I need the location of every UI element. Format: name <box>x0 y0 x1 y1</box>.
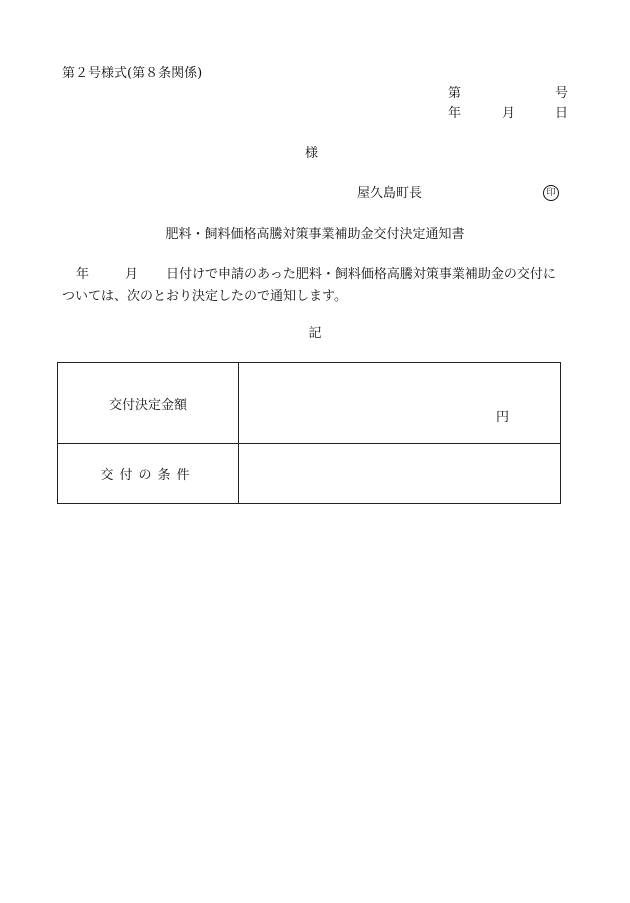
sender-name: 屋久島町長 <box>357 186 423 201</box>
document-number-prefix: 第 <box>448 86 462 101</box>
document-number-suffix: 号 <box>555 86 569 101</box>
body-text: 日付けで申請のあった肥料・飼料価格高騰対策事業補助金の交付については、次のとおり決定したので通知します。 <box>62 267 556 304</box>
body-year: 年 <box>76 267 90 282</box>
body-month: 月 <box>125 267 139 282</box>
conditions-label: 交付の条件 <box>58 444 239 504</box>
notice-body <box>62 264 568 308</box>
seal-mark: 印 <box>543 185 559 201</box>
amount-cell <box>239 363 561 444</box>
conditions-cell <box>239 444 561 504</box>
document-title: 肥料・飼料価格高騰対策事業補助金交付決定通知書 <box>165 227 465 242</box>
table-row <box>58 363 561 444</box>
ki-heading: 記 <box>308 326 322 341</box>
date-day: 日 <box>555 106 569 121</box>
addressee-honorific: 様 <box>305 146 319 161</box>
amount-label: 交付決定金額 <box>58 363 239 444</box>
decision-table <box>57 362 561 504</box>
table-row <box>58 444 561 504</box>
date-month: 月 <box>502 106 516 121</box>
date-year: 年 <box>448 106 462 121</box>
form-label: 第２号様式(第８条関係) <box>62 66 203 81</box>
yen-unit: 円 <box>496 410 510 425</box>
